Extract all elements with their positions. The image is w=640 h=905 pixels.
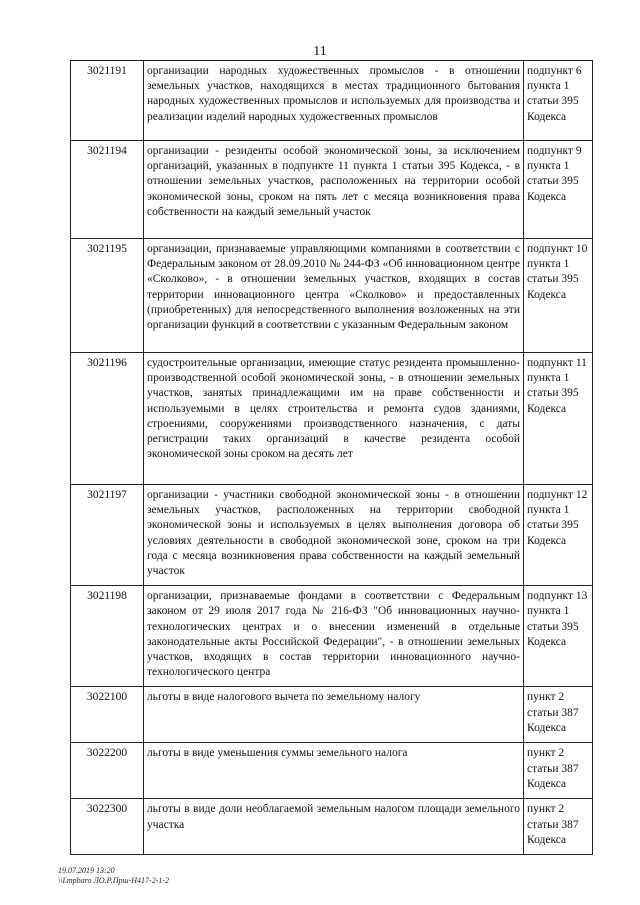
table-row xyxy=(71,743,593,799)
row-code: 3022300 xyxy=(71,799,144,855)
row-reference: пункт 2 статьи 387 Кодекса xyxy=(524,687,593,743)
table-row xyxy=(71,141,593,239)
row-reference: подпункт 9 пункта 1 статьи 395 Кодекса xyxy=(524,141,593,239)
table-row xyxy=(71,485,593,586)
footer xyxy=(58,866,169,886)
codes-table-body xyxy=(71,61,593,855)
row-reference: пункт 2 статьи 387 Кодекса xyxy=(524,743,593,799)
row-code: 3022200 xyxy=(71,743,144,799)
table-row xyxy=(71,687,593,743)
footer-timestamp: 19.07.2019 13:20 xyxy=(58,866,115,875)
row-code: 3021198 xyxy=(71,586,144,687)
table-row xyxy=(71,239,593,353)
row-code: 3021195 xyxy=(71,239,144,353)
row-code: 3021197 xyxy=(71,485,144,586)
codes-table xyxy=(70,60,593,855)
row-description: организации, признаваемые управляющими компаниями в соответствии с Федеральным законом от 28.09.2010 № 244-ФЗ «Об инновационном центре «Сколково», - в отношении земельных участков, входящих в состав территории инновационного центра «Сколково» и предоставленных (приобретенных) для непосредственного выполнения возложенных на эти организации функций в соответствии с указанным Федеральным законом xyxy=(144,239,524,353)
row-code: 3021191 xyxy=(71,61,144,141)
row-code: 3022100 xyxy=(71,687,144,743)
table-row xyxy=(71,799,593,855)
row-reference: подпункт 10 пункта 1 статьи 395 Кодекса xyxy=(524,239,593,353)
row-code: 3021196 xyxy=(71,353,144,485)
row-description: льготы в виде налогового вычета по земельному налогу xyxy=(144,687,524,743)
row-reference: подпункт 12 пункта 1 статьи 395 Кодекса xyxy=(524,485,593,586)
row-description: судостроительные организации, имеющие статус резидента промышленно-производственной особой экономической зоны, - в отношении земельных участков, занятых принадлежащими им на праве собственности и используемыми в целях строительства и ремонта судов зданиями, строениями, сооружениями производственного назначения, с даты регистрации таких организаций в качестве резидента особой экономической зоны сроком на десять лет xyxy=(144,353,524,485)
page-number: 11 xyxy=(313,44,327,59)
row-description: льготы в виде уменьшения суммы земельного налога xyxy=(144,743,524,799)
table-row xyxy=(71,586,593,687)
row-description: организации, признаваемые фондами в соответствии с Федеральным законом от 29 июля 2017 года № 216-ФЗ "Об инновационных научно-технологических центрах и о внесении изменений в отдельные законодательные акты Российской Федерации", - в отношении земельных участков, входящих в состав территории инновационного научно-технологического центра xyxy=(144,586,524,687)
row-description: организации народных художественных промыслов - в отношении земельных участков, находящихся в местах традиционного бытования народных художественных промыслов и используемых для производства и реализации изделий народных художественных промыслов xyxy=(144,61,524,141)
row-reference: пункт 2 статьи 387 Кодекса xyxy=(524,799,593,855)
table-row xyxy=(71,61,593,141)
row-reference: подпункт 11 пункта 1 статьи 395 Кодекса xyxy=(524,353,593,485)
table-row xyxy=(71,353,593,485)
footer-file-path: \\Lmpbaro ЛО.Р.Прш-Н417-2-1-2 xyxy=(58,876,170,885)
row-description: организации - резиденты особой экономической зоны, за исключением организаций, указанных в подпункте 11 пункта 1 статьи 395 Кодекса, - в отношении земельных участков, расположенных на территории особой экономической зоны, сроком на пять лет с месяца возникновения права собственности на каждый земельный участок xyxy=(144,141,524,239)
row-code: 3021194 xyxy=(71,141,144,239)
row-description: организации - участники свободной экономической зоны - в отношении земельных участков, расположенных на территории свободной экономической зоны и используемых в целях выполнения договора об условиях деятельности в свободной экономической зоне, сроком на три года с месяца возникновения права собственности на каждый земельный участок xyxy=(144,485,524,586)
row-reference: подпункт 13 пункта 1 статьи 395 Кодекса xyxy=(524,586,593,687)
row-description: льготы в виде доли необлагаемой земельным налогом площади земельного участка xyxy=(144,799,524,855)
row-reference: подпункт 6 пункта 1 статьи 395 Кодекса xyxy=(524,61,593,141)
